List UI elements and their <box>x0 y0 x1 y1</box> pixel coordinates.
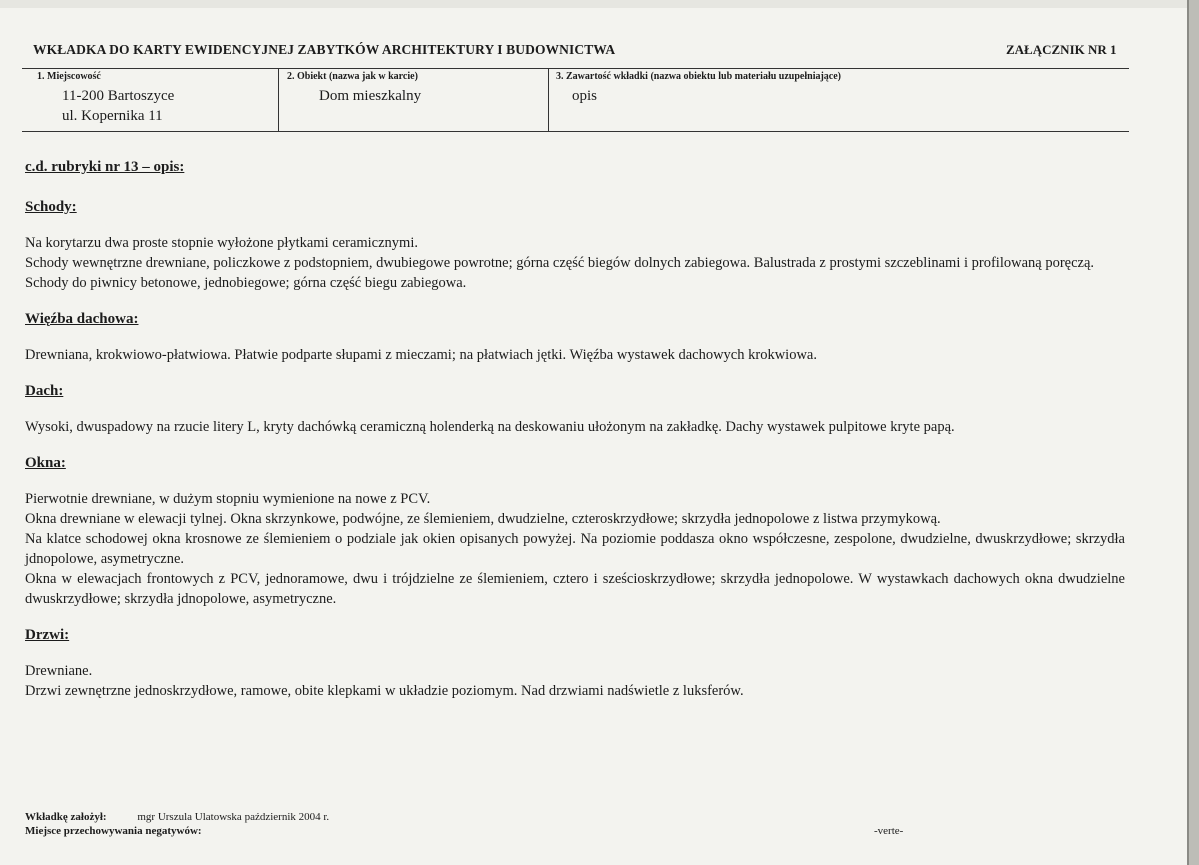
locality-line-1: 11-200 Bartoszyce <box>62 88 175 104</box>
scan-right-edge <box>1189 0 1199 865</box>
windows-paragraph-3: Na klatce schodowej okna krosnowe ze ślemieniem o podziale jak okien opisanych powyżej. Na poziomie poddasza okno współczesne, zespolone, dwudzielne, dwuskrzydłowe; skrzydła jdnopolowe, asymetryczne. <box>25 531 1125 567</box>
doors-paragraph-1: Drewniane. <box>25 663 93 679</box>
windows-paragraph-2: Okna drewniane w elewacji tylnej. Okna skrzynkowe, podwójne, ze ślemieniem, dwudzielne, czteroskrzydłowe; skrzydła jednopolowe z listwa przymykową. <box>25 511 941 527</box>
description-body <box>25 157 1125 701</box>
content-label: 3. Zawartość wkładki (nazwa obiektu lub materiału uzupełniające) <box>556 71 842 82</box>
header-rule-top <box>22 68 1129 69</box>
scan-right-shadow <box>1187 0 1189 865</box>
verte-note: -verte- <box>874 825 904 837</box>
stairs-paragraph-1: Na korytarzu dwa proste stopnie wyłożone płytkami ceramicznymi. <box>25 235 418 251</box>
footer-storage <box>25 825 202 837</box>
roof-heading: Dach: <box>25 383 64 399</box>
content-value: opis <box>572 88 598 104</box>
locality-line-2: ul. Kopernika 11 <box>62 108 163 124</box>
document-title: WKŁADKA DO KARTY EWIDENCYJNEJ ZABYTKÓW ARCHITEKTURY I BUDOWNICTWA <box>33 42 616 57</box>
stairs-paragraph-3: Schody do piwnicy betonowe, jednobiegowe; górna część biegu zabiegowa. <box>25 275 467 291</box>
windows-paragraph-4: Okna w elewacjach frontowych z PCV, jednoramowe, dwu i trójdzielne ze ślemieniem, cztero i sześcioskrzydłowe; skrzydła jednopolowe. W wystawkach dachowych okna dwudzielne dwuskrzydłowe; skrzydła jdnopolowe, asymetryczne. <box>25 571 1125 607</box>
footer-author <box>25 811 329 823</box>
object-label: 2. Obiekt (nazwa jak w karcie) <box>287 71 418 82</box>
windows-heading: Okna: <box>25 455 66 471</box>
author-label: Wkładkę założył: <box>25 811 107 823</box>
roof-truss-heading: Więźba dachowa: <box>25 311 139 327</box>
object-value: Dom mieszkalny <box>319 88 422 104</box>
annex-number: ZAŁĄCZNIK NR 1 <box>1006 42 1117 57</box>
scan-top-edge <box>0 0 1199 8</box>
windows-paragraph-1: Pierwotnie drewniane, w dużym stopniu wymienione na nowe z PCV. <box>25 491 431 507</box>
locality-label: 1. Miejscowość <box>37 71 101 82</box>
header-rule-bottom <box>22 131 1129 132</box>
intro-heading: c.d. rubryki nr 13 – opis: <box>25 159 185 175</box>
field-divider-2 <box>548 68 549 132</box>
storage-label: Miejsce przechowywania negatywów: <box>25 825 202 837</box>
stairs-paragraph-2: Schody wewnętrzne drewniane, policzkowe z podstopniem, dwubiegowe powrotne; górna część biegów dolnych zabiegowa. Balustrada z prostymi szczeblinami i profilowaną poręczą. <box>25 255 1095 271</box>
doors-heading: Drzwi: <box>25 627 70 643</box>
roof-truss-paragraph: Drewniana, krokwiowo-płatwiowa. Płatwie podparte słupami z mieczami; na płatwiach jętki. Więźba wystawek dachowych krokwiowa. <box>25 347 817 363</box>
roof-paragraph: Wysoki, dwuspadowy na rzucie litery L, kryty dachówką ceramiczną holenderką na deskowaniu ułożonym na zakładkę. Dachy wystawek pulpitowe kryte papą. <box>25 419 955 435</box>
doors-paragraph-2: Drzwi zewnętrzne jednoskrzydłowe, ramowe, obite klepkami w układzie poziomym. Nad drzwiami nadświetle z luksferów. <box>25 683 744 699</box>
author-value: mgr Urszula Ulatowska październik 2004 r. <box>137 811 330 823</box>
field-divider-1 <box>278 68 279 132</box>
stairs-heading: Schody: <box>25 199 77 215</box>
locality-value <box>62 86 174 126</box>
